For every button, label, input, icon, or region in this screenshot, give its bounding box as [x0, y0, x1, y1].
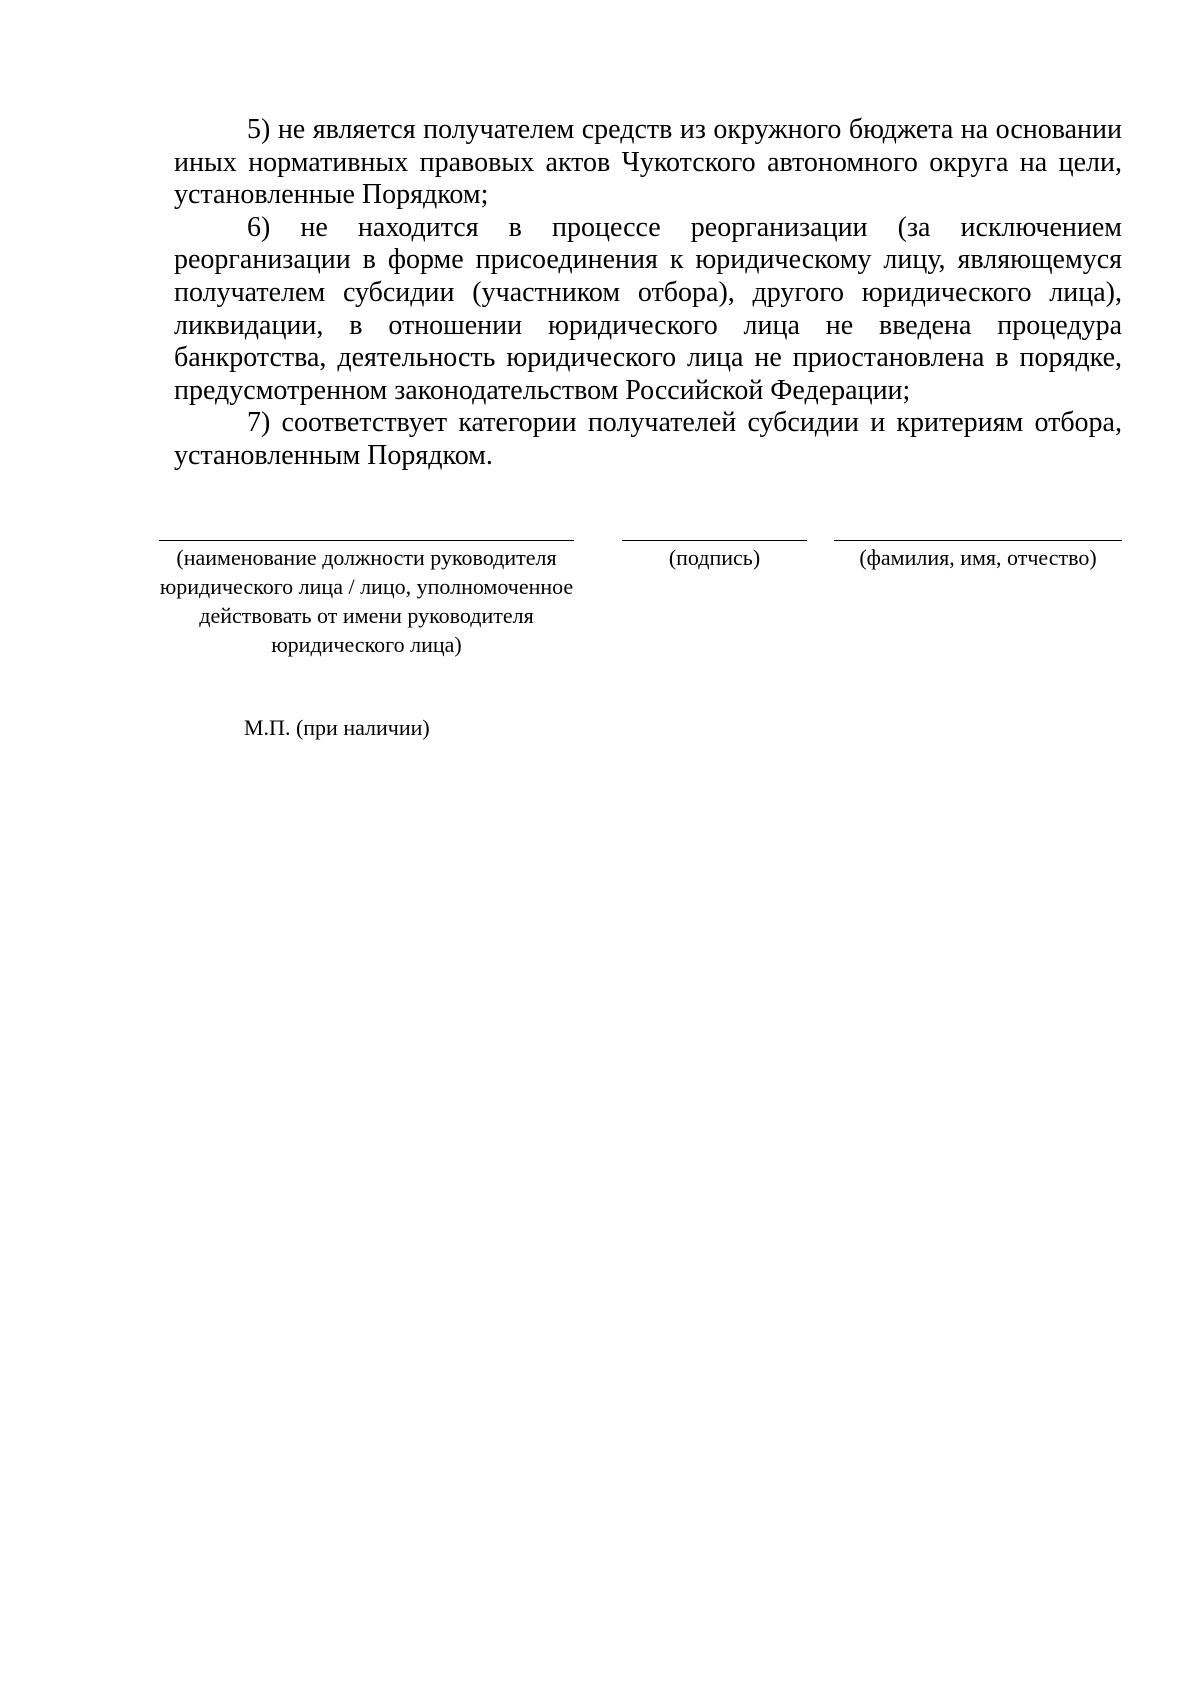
full-name-caption: (фамилия, имя, отчество) [859, 545, 1097, 570]
signature-caption: (подпись) [668, 545, 761, 570]
paragraph-item-6: 6) не находится в процессе реорганизации (за исключением реорганизации в форме присоединения к юридическому лицу, являющемуся получателем субсидии (участником отбора), другого юридического лица), ликвидации, в отношении юридического лица не введена процедура банкротства, деятельность юридического лица не приостановлена в порядке, предусмотренном законодательством Российской Федерации; [174, 211, 1122, 406]
paragraph-item-7: 7) соответствует категории получателей субсидии и критериям отбора, установленным Порядком. [174, 407, 1122, 471]
position-caption: (наименование должности руководителя юридического лица / лицо, уполномоченное действовать от имени руководителя юридического лица) [159, 545, 574, 657]
paragraph-item-5: 5) не является получателем средств из окружного бюджета на основании иных нормативных правовых актов Чукотского автономного округа на цели, установленные Порядком; [174, 114, 1122, 211]
document-body [174, 114, 1122, 473]
position-signature-line [159, 540, 574, 541]
full-name-line [834, 540, 1122, 541]
signature-line [622, 540, 807, 541]
stamp-note: М.П. (при наличии) [244, 715, 430, 740]
